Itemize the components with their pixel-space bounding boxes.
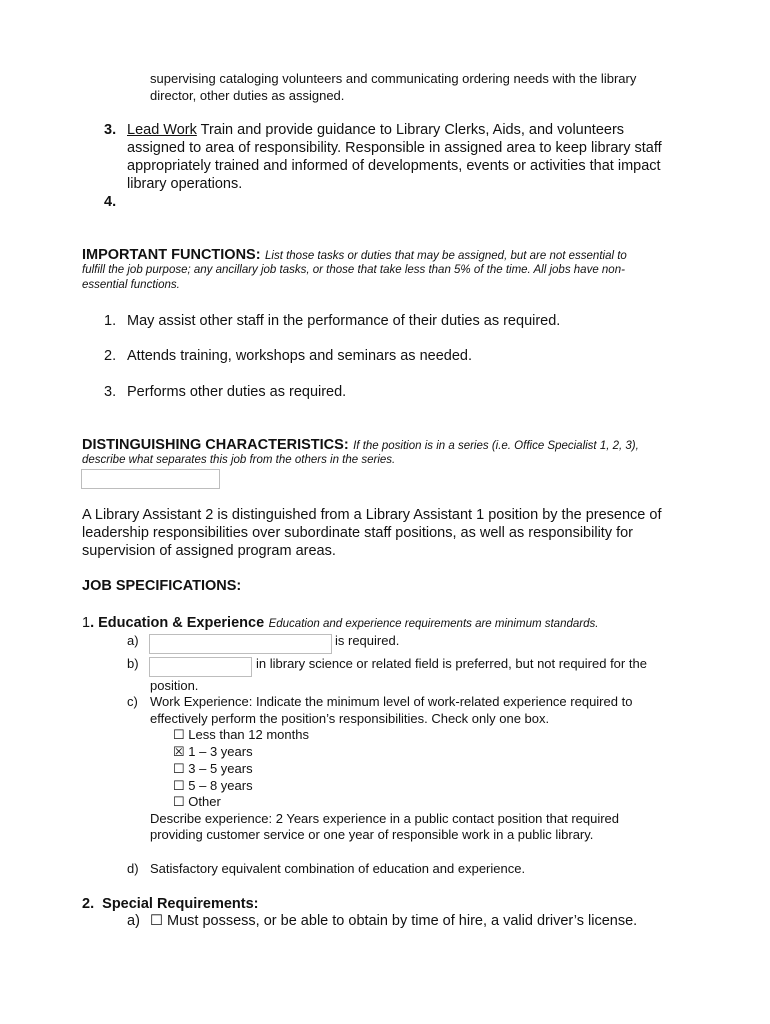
describe-experience-line-2: providing customer service or one year of responsible work in a public library. <box>150 827 594 842</box>
important-item-3-text: Performs other duties as required. <box>127 384 347 400</box>
education-desc: Education and experience requirements are minimum standards. <box>268 618 599 630</box>
distinguishing-para-1: A Library Assistant 2 is distinguished from a Library Assistant 1 position by the presence of <box>82 507 662 523</box>
important-functions-heading: IMPORTANT FUNCTIONS: <box>82 247 261 263</box>
education-number-dot: . <box>90 615 95 631</box>
distinguishing-desc-1: If the position is in a series (i.e. Office Specialist 1, 2, 3), <box>353 440 639 452</box>
work-experience-line-2: effectively perform the position’s responsibilities. Check only one box. <box>150 711 550 726</box>
drivers-license-text: Must possess, or be able to obtain by time of hire, a valid driver’s license. <box>167 913 638 929</box>
checkbox-empty-icon[interactable]: ☐ <box>173 778 185 793</box>
intro-line-2: director, other duties as assigned. <box>150 88 345 103</box>
education-title: Education & Experience <box>94 615 265 631</box>
essential-item-3-line-3: appropriately trained and informed of developments, events or activities that impact <box>127 158 661 174</box>
distinguishing-para-2: leadership responsibilities over subordinate staff positions, as well as responsibility for <box>82 525 634 541</box>
checkbox-checked-icon[interactable]: ☒ <box>173 744 185 759</box>
education-number: 1 <box>82 615 91 631</box>
option-label: 1 – 3 years <box>188 744 253 759</box>
education-d-text: Satisfactory equivalent combination of education and experience. <box>150 861 526 876</box>
lead-work-text: Train and provide guidance to Library Clerks, Aids, and volunteers <box>196 122 625 138</box>
distinguishing-para-3: supervision of assigned program areas. <box>82 543 336 559</box>
special-requirements-heading: 2. Special Requirements: <box>82 896 259 912</box>
experience-option-5-8-years[interactable] <box>173 777 253 794</box>
checkbox-empty-icon[interactable]: ☐ <box>173 727 185 742</box>
education-c-label: c) <box>127 694 138 709</box>
checkbox-empty-icon[interactable]: ☐ <box>150 913 163 929</box>
job-specifications-heading: JOB SPECIFICATIONS: <box>82 578 242 594</box>
essential-item-4-number: 4. <box>104 194 117 210</box>
important-functions-desc-2: fulfill the job purpose; any ancillary job tasks, or those that take less than 5% of the time. All jobs have non- <box>82 264 625 276</box>
special-a-label: a) <box>127 913 140 929</box>
distinguishing-input-field[interactable] <box>81 469 220 489</box>
option-label: 3 – 5 years <box>188 761 253 776</box>
option-label: 5 – 8 years <box>188 778 253 793</box>
describe-experience-line-1: Describe experience: 2 Years experience in a public contact position that required <box>150 811 620 826</box>
important-item-1-number: 1. <box>104 313 117 329</box>
education-preferred-field[interactable] <box>149 657 252 677</box>
option-label: Other <box>188 794 221 809</box>
checkbox-empty-icon[interactable]: ☐ <box>173 794 185 809</box>
experience-option-other[interactable] <box>173 793 221 810</box>
essential-item-3-line-1 <box>127 121 624 139</box>
lead-work-title: Lead Work <box>127 122 197 138</box>
checkbox-empty-icon[interactable]: ☐ <box>173 761 185 776</box>
experience-option-less-than-12-months[interactable] <box>173 726 309 743</box>
experience-option-3-5-years[interactable] <box>173 760 253 777</box>
intro-line-1: supervising cataloging volunteers and communicating ordering needs with the library <box>150 71 637 86</box>
education-b-text: in library science or related field is preferred, but not required for the <box>256 656 647 671</box>
important-functions-desc-3: essential functions. <box>82 279 180 291</box>
important-functions-header <box>82 246 627 264</box>
distinguishing-heading: DISTINGUISHING CHARACTERISTICS: <box>82 437 349 453</box>
education-experience-header <box>82 614 598 632</box>
important-item-3-number: 3. <box>104 384 117 400</box>
drivers-license-requirement[interactable] <box>150 912 637 930</box>
distinguishing-header <box>82 436 639 454</box>
experience-option-1-3-years[interactable] <box>173 743 253 760</box>
important-functions-desc-1: List those tasks or duties that may be assigned, but are not essential to <box>265 250 627 262</box>
distinguishing-desc-2: describe what separates this job from the others in the series. <box>82 454 396 466</box>
essential-item-3-number: 3. <box>104 122 117 138</box>
work-experience-line-1: Work Experience: Indicate the minimum level of work-related experience required to <box>150 694 633 709</box>
education-b-text-2: position. <box>150 678 199 693</box>
option-label: Less than 12 months <box>188 727 309 742</box>
education-requirement-field[interactable] <box>149 634 332 654</box>
important-item-2-number: 2. <box>104 348 117 364</box>
essential-item-3-line-4: library operations. <box>127 176 243 192</box>
education-d-label: d) <box>127 861 139 876</box>
education-b-label: b) <box>127 656 139 671</box>
important-item-1-text: May assist other staff in the performance of their duties as required. <box>127 313 561 329</box>
essential-item-3-line-2: assigned to area of responsibility. Responsible in assigned area to keep library staff <box>127 140 662 156</box>
education-a-label: a) <box>127 633 139 648</box>
important-item-2-text: Attends training, workshops and seminars as needed. <box>127 348 472 364</box>
education-a-text: is required. <box>335 633 400 648</box>
